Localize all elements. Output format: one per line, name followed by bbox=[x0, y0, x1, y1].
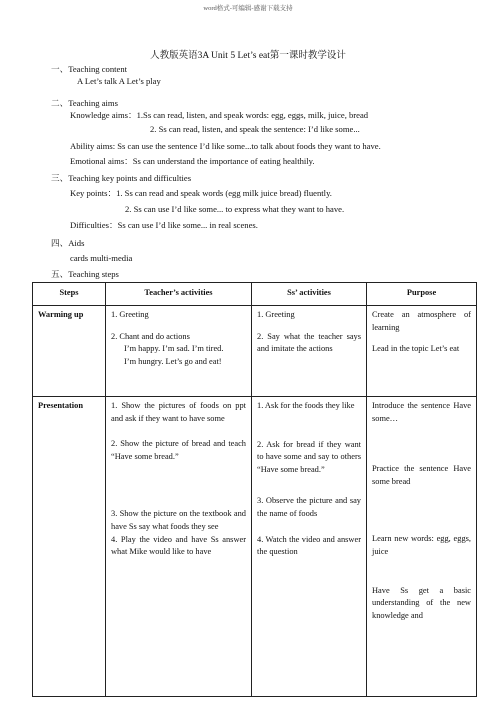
section-2-label: 二、Teaching aims bbox=[51, 98, 118, 108]
presentation-purpose-3: Learn new words: egg, eggs, juice bbox=[372, 534, 471, 556]
warmup-ss-cell bbox=[252, 306, 367, 397]
section-1-label: 一、Teaching content bbox=[51, 64, 128, 74]
section-3-label: 三、Teaching key points and difficulties bbox=[51, 173, 192, 183]
key-points-1: Key points：1. Ss can read and speak words (egg milk juice bread) fluently. bbox=[70, 188, 332, 198]
warmup-purpose-2: Lead in the topic Let’s eat bbox=[372, 344, 460, 354]
warmup-purpose-cell bbox=[367, 306, 477, 397]
presentation-teacher-3: 3. Show the picture on the textbook and have Ss say what foods they see bbox=[111, 509, 246, 531]
header-ss-activities: Ss’ activities bbox=[252, 283, 367, 306]
warmup-ss-1: 1. Greeting bbox=[257, 310, 295, 319]
table-header-row bbox=[33, 283, 477, 306]
header-purpose: Purpose bbox=[367, 283, 477, 306]
warmup-teacher-4: I’m hungry. Let’s go and eat! bbox=[124, 356, 222, 366]
table-row bbox=[33, 397, 477, 697]
presentation-purpose-4: Have Ss get a basic understanding of the new knowledge and bbox=[372, 585, 471, 620]
step-presentation: Presentation bbox=[33, 397, 106, 697]
ability-aims: Ability aims: Ss can use the sentence I’d like some...to talk about foods they want to have. bbox=[70, 141, 381, 151]
presentation-ss-1: 1. Ask for the foods they like bbox=[257, 401, 355, 410]
section-4-label: 四、Aids bbox=[51, 238, 85, 248]
presentation-purpose-2: Practice the sentence Have some bread bbox=[372, 464, 471, 486]
presentation-ss-3: 3. Observe the picture and say the name of foods bbox=[257, 496, 361, 518]
warmup-ss-2: 2. Say what the teacher says and imitate the actions bbox=[257, 331, 361, 354]
emotional-aims: Emotional aims：Ss can understand the importance of eating healthily. bbox=[70, 156, 315, 166]
section-1-content: A Let’s talk A Let’s play bbox=[77, 76, 161, 86]
step-warming-up: Warming up bbox=[33, 306, 106, 397]
page-title: 人教版英语3A Unit 5 Let’s eat第一课时教学设计 bbox=[150, 51, 346, 61]
warmup-teacher-1: 1. Greeting bbox=[111, 310, 149, 319]
presentation-purpose-cell bbox=[367, 397, 477, 697]
header-steps: Steps bbox=[33, 283, 106, 306]
table-row bbox=[33, 306, 477, 397]
aids-content: cards multi-media bbox=[70, 253, 133, 263]
warmup-purpose-1: Create an atmosphere of learning bbox=[372, 310, 471, 332]
warmup-teacher-2: 2. Chant and do actions bbox=[111, 331, 190, 341]
knowledge-aims-1: Knowledge aims：1.Ss can read, listen, and speak words: egg, eggs, milk, juice, bread bbox=[70, 110, 369, 120]
warmup-teacher-cell bbox=[106, 306, 252, 397]
header-note: word格式-可编辑-感谢下载支持 bbox=[203, 5, 293, 12]
presentation-purpose-1: Introduce the sentence Have some… bbox=[372, 401, 471, 423]
header-teacher-activities: Teacher’s activities bbox=[106, 283, 252, 306]
difficulties: Difficulties：Ss can use I’d like some... in real scenes. bbox=[70, 220, 258, 230]
presentation-teacher-2: 2. Show the picture of bread and teach “Have some bread.” bbox=[111, 439, 246, 461]
presentation-teacher-4: 4. Play the video and have Ss answer what Mike would like to have bbox=[111, 534, 246, 557]
presentation-teacher-1: 1. Show the pictures of foods on ppt and ask if they want to have some bbox=[111, 401, 246, 423]
teaching-steps-table bbox=[32, 282, 477, 697]
presentation-teacher-cell bbox=[106, 397, 252, 697]
presentation-ss-cell bbox=[252, 397, 367, 697]
key-points-2: 2. Ss can use I’d like some... to express what they want to have. bbox=[125, 204, 345, 214]
section-5-label: 五、Teaching steps bbox=[51, 269, 119, 279]
presentation-ss-2: 2. Ask for bread if they want to have some and say to others “Have some bread.” bbox=[257, 439, 361, 474]
warmup-teacher-3: I’m happy. I’m sad. I’m tired. bbox=[124, 344, 224, 354]
knowledge-aims-2: 2. Ss can read, listen, and speak the sentence: I’d like some... bbox=[150, 124, 360, 134]
presentation-ss-4: 4. Watch the video and answer the question bbox=[257, 534, 361, 557]
